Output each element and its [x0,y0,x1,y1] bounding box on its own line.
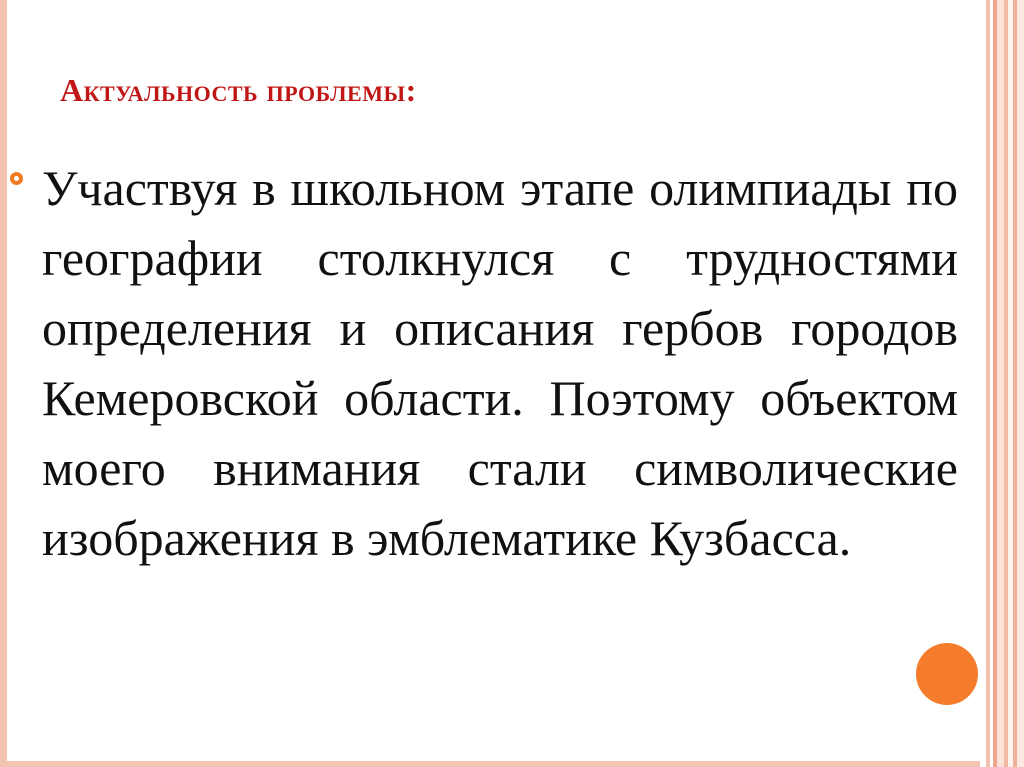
slide-body-text: Участвуя в школьном этапе олимпиады по географии столкнулся с трудностями определения и описания гербов городов Кемеровской области. Поэтому объектом моего внимания стали символические изображения в эмблематике Кузбасса. [42,160,958,566]
orange-circle-decoration [916,643,978,705]
left-border [0,0,7,767]
right-decorative-stripes [980,0,1024,767]
bottom-border [0,761,1024,767]
slide-title: Актуальность проблемы: [60,72,417,108]
ring-bullet-icon [10,172,23,185]
